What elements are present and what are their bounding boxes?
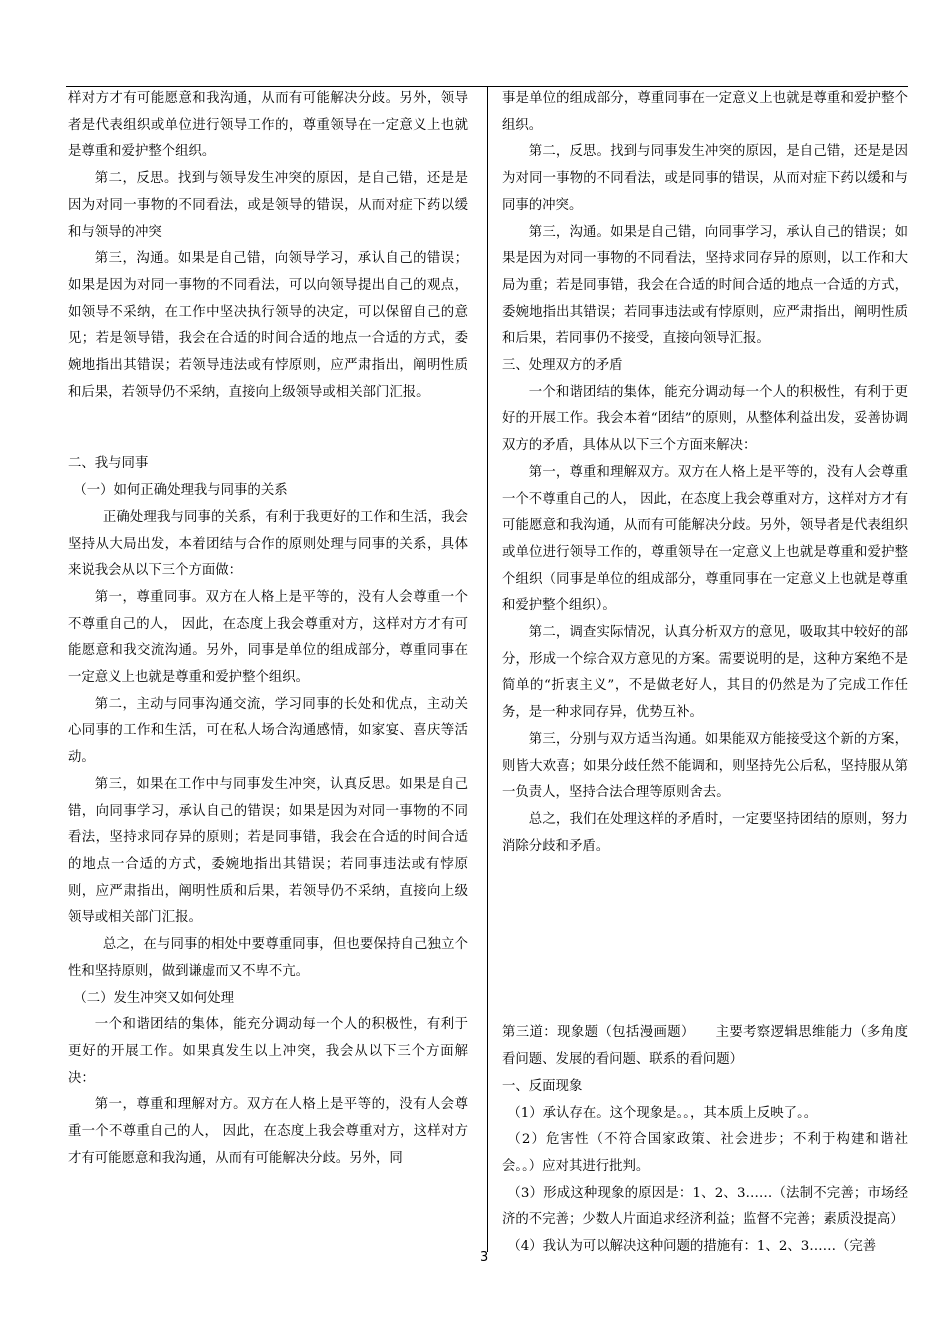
paragraph: 第三，分别与双方适当沟通。如果能双方能接受这个新的方案，则皆大欢喜；如果分歧任然不能调和，则坚持先公后私，坚持服从第一负责人，坚持合法合理等原则舍去。 — [502, 731, 908, 801]
section-heading: 一、反面现象 — [502, 1078, 583, 1094]
paragraph: 总之，我们在处理这样的矛盾时，一定要坚持团结的原则，努力消除分歧和矛盾。 — [502, 811, 908, 854]
subsection-heading: （二）发生冲突又如何处理 — [73, 990, 235, 1006]
paragraph: 一个和谐团结的集体，能充分调动每一个人的积极性，有利于更好的开展工作。我会本着“团结”的原则，从整体利益出发，妥善协调双方的矛盾，具体从以下三个方面来解决： — [502, 384, 908, 454]
column-divider — [487, 86, 488, 1252]
list-item: （2）危害性（不符合国家政策、社会进步；不利于构建和谐社会。。）应对其进行批判。 — [502, 1132, 908, 1174]
paragraph: 总之，在与同事的相处中要尊重同事，但也要保持自己独立个性和坚持原则，做到谦虚而又不卑不亢。 — [68, 937, 468, 979]
left-column — [68, 86, 468, 1172]
paragraph: 第三，如果在工作中与同事发生冲突，认真反思。如果是自己错，向同事学习，承认自己的错误；如果是因为对同一事物的不同看法，坚持求同存异的原则；若是同事错，我会在合适的时间合适的地点一合适的方式，委婉地指出其错误；若同事违法或有悖原则，应严肃指出，阐明性质和后果，若领导仍不采纳，直接向上级领导或相关部门汇报。 — [68, 776, 468, 926]
paragraph: 第二，反思。找到与同事发生冲突的原因，是自己错，还是是因为对同一事物的不同看法，或是同事的错误，从而对症下药以缓和与同事的冲突。 — [502, 144, 908, 213]
paragraph: 第一，尊重和理解双方。双方在人格上是平等的，没有人会尊重一个不尊重自己的人， 因此，在态度上我会尊重对方，这样对方才有可能愿意和我沟通，从而有可能解决分歧。另外，领导者是代表组织或单位进行领导工作的，尊重领导在一定意义上也就是尊重和爱护整个组织（同事是单位的组成部分，尊重同事在一定意义上也就是尊重和爱护整个组织）。 — [502, 464, 908, 614]
paragraph: 第二，调查实际情况，认真分析双方的意见，吸取其中较好的部分，形成一个综合双方意见的方案。需要说明的是，这种方案绝不是简单的“折衷主义”，不是做老好人，其目的仍然是为了完成工作任务，是一种求同存异，优势互补。 — [502, 625, 908, 721]
list-item: （3）形成这种现象的原因是：1、2、3……（法制不完善；市场经济的不完善；少数人片面追求经济利益；监督不完善；素质没提高） — [502, 1185, 908, 1228]
paragraph: 第二，反思。找到与领导发生冲突的原因，是自己错，还是是因为对同一事物的不同看法，或是领导的错误，从而对症下药以缓和与领导的冲突 — [68, 171, 468, 240]
list-item: （1）承认存在。这个现象是。。，其本质上反映了。。 — [507, 1105, 818, 1121]
paragraph: 一个和谐团结的集体，能充分调动每一个人的积极性，有利于更好的开展工作。如果真发生以上冲突，我会从以下三个方面解决： — [68, 1017, 468, 1086]
paragraph: 第一，尊重同事。双方在人格上是平等的，没有人会尊重一个不尊重自己的人， 因此，在态度上我会尊重对方，这样对方才有可能愿意和我交流沟通。另外，同事是单位的组成部分，尊重同事在一定意义上也就是尊重和爱护整个组织。 — [68, 589, 468, 686]
right-column — [502, 86, 908, 1261]
paragraph: 第三，沟通。如果是自己错，向领导学习，承认自己的错误；如果是因为对同一事物的不同看法，可以向领导提出自己的观点，如领导不采纳，在工作中坚决执行领导的决定，可以保留自己的意见；若是领导错，我会在合适的时间合适的地点一合适的方式，委婉地指出其错误；若领导违法或有悖原则，应严肃指出，阐明性质和后果，若领导仍不采纳，直接向上级领导或相关部门汇报。 — [68, 251, 468, 400]
paragraph: 第一，尊重和理解对方。双方在人格上是平等的，没有人会尊重一个不尊重自己的人， 因此，在态度上我会尊重对方，这样对方才有可能愿意和我沟通，从而有可能解决分歧。另外，同 — [68, 1097, 468, 1166]
list-item: （4）我认为可以解决这种问题的措施有：1、2、3……（完善 — [507, 1239, 877, 1255]
section-heading: 二、我与同事 — [68, 456, 149, 472]
paragraph: 第三，沟通。如果是自己错，向同事学习，承认自己的错误；如果是因为对同一事物的不同看法，坚持求同存异的原则，以工作和大局为重；若是同事错，我会在合适的时间合适的地点一合适的方式，委婉地指出其错误；若同事违法或有悖原则，应严肃指出，阐明性质和后果，若同事仍不接受，直接向领导汇报。 — [502, 224, 908, 347]
spacer — [502, 860, 908, 1020]
paragraph: 第二，主动与同事沟通交流，学习同事的长处和优点，主动关心同事的工作和生活，可在私人场合沟通感情，如家宴、喜庆等活动。 — [68, 696, 468, 766]
subsection-heading: （一）如何正确处理我与同事的关系 — [73, 483, 288, 499]
page-number: 3 — [480, 1250, 489, 1265]
spacer — [68, 406, 468, 451]
section-heading: 三、处理双方的矛盾 — [502, 358, 623, 374]
question-heading: 第三道：现象题（包括漫画题） 主要考察逻辑思维能力（多角度看问题、发展的看问题、联系的看问题） — [502, 1025, 908, 1068]
paragraph: 正确处理我与同事的关系，有利于我更好的工作和生活，我会坚持从大局出发，本着团结与合作的原则处理与同事的关系，具体来说我会从以下三个方面做： — [68, 509, 468, 579]
paragraph: 事是单位的组成部分，尊重同事在一定意义上也就是尊重和爱护整个组织。 — [502, 91, 908, 133]
paragraph: 样对方才有可能愿意和我沟通，从而有可能解决分歧。另外，领导者是代表组织或单位进行领导工作的，尊重领导在一定意义上也就是尊重和爱护整个组织。 — [68, 91, 468, 160]
